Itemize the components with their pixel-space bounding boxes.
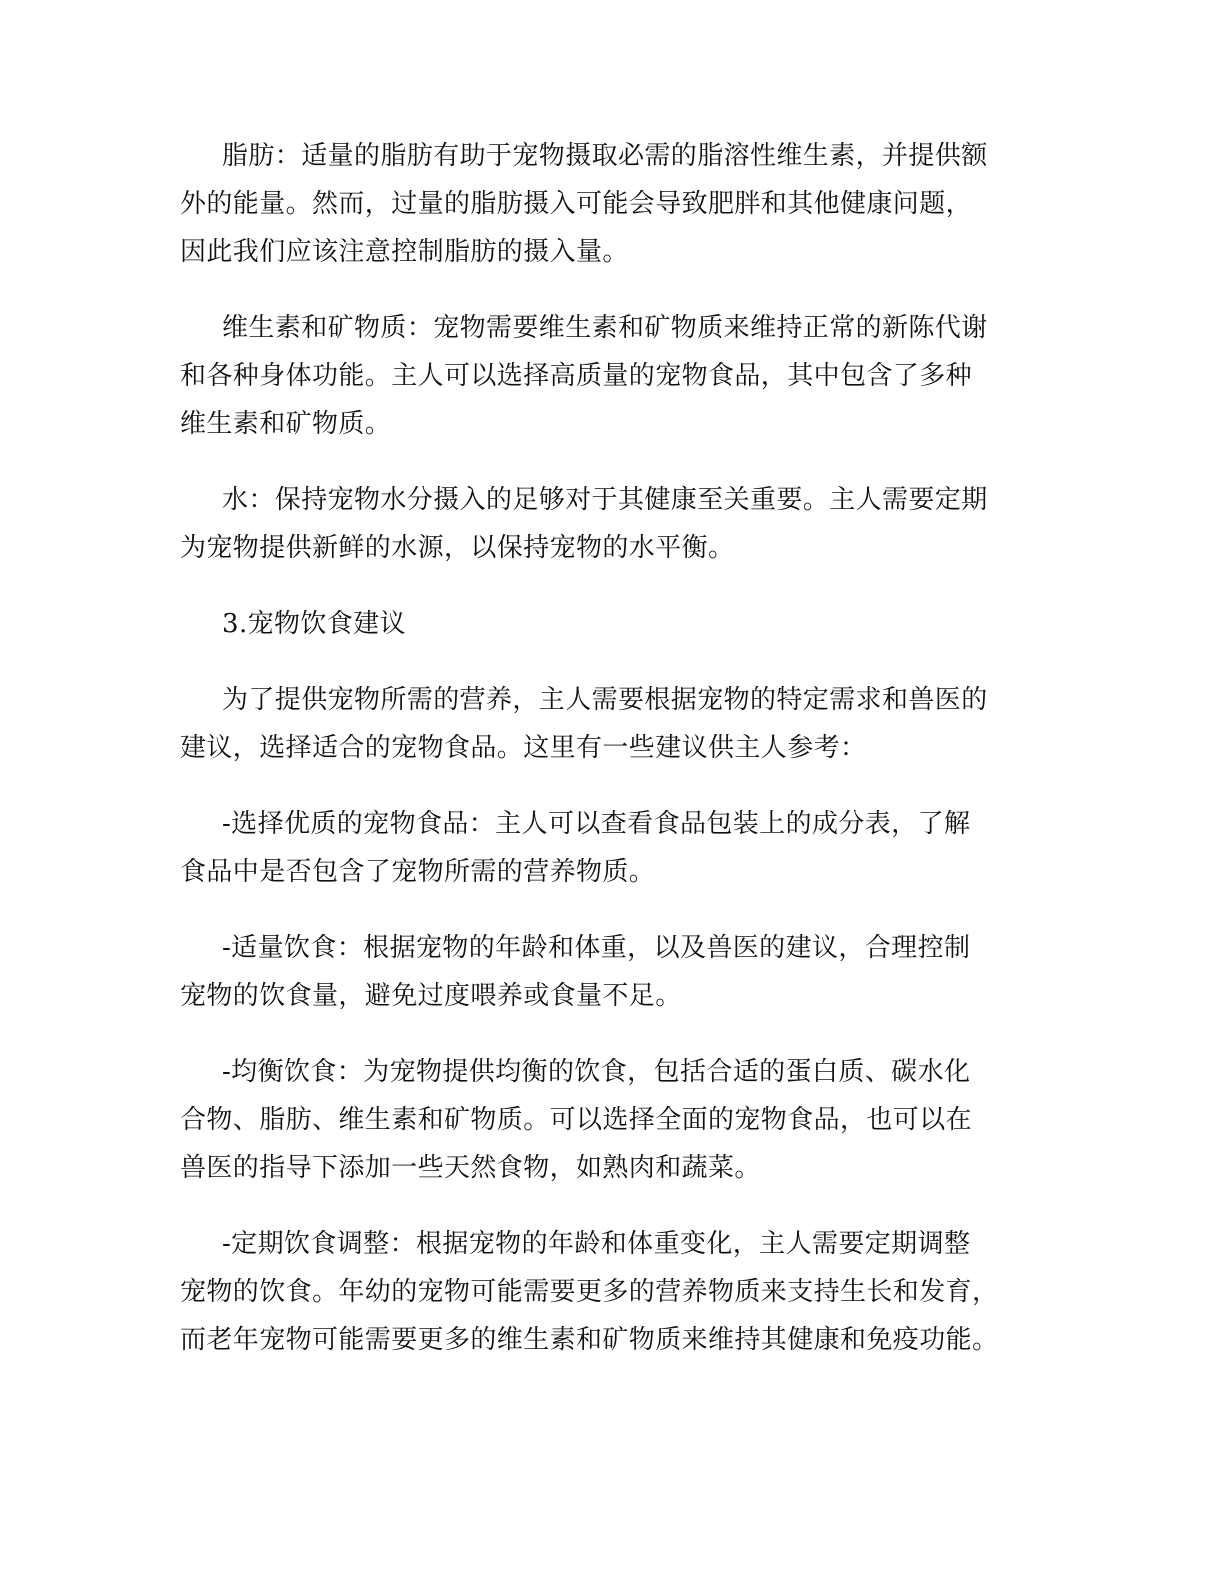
- section-heading: [180, 600, 1060, 648]
- section-heading-text: 3.宠物饮食建议: [222, 609, 407, 639]
- text-line: 外的能量。然而，过量的脂肪摄入可能会导致肥胖和其他健康问题，: [180, 189, 973, 219]
- text-line: 因此我们应该注意控制脂肪的摄入量。: [180, 237, 629, 267]
- text-line: 宠物的饮食。年幼的宠物可能需要更多的营养物质来支持生长和发育，: [180, 1277, 999, 1307]
- text-line: 兽医的指导下添加一些天然食物，如熟肉和蔬菜。: [180, 1153, 761, 1183]
- text-line: 脂肪：适量的脂肪有助于宠物摄取必需的脂溶性维生素，并提供额: [222, 141, 988, 171]
- text-line: -选择优质的宠物食品：主人可以查看食品包装上的成分表，了解: [222, 809, 971, 839]
- text-line: -定期饮食调整：根据宠物的年龄和体重变化，主人需要定期调整: [222, 1229, 971, 1259]
- paragraph-water: [180, 476, 1060, 572]
- document-body: [180, 132, 1060, 1392]
- list-item-moderate-diet: [180, 924, 1060, 1020]
- paragraph-diet-intro: [180, 676, 1060, 772]
- text-line: 合物、脂肪、维生素和矿物质。可以选择全面的宠物食品，也可以在: [180, 1105, 973, 1135]
- text-line: -均衡饮食：为宠物提供均衡的饮食，包括合适的蛋白质、碳水化: [222, 1057, 971, 1087]
- paragraph-fat: [180, 132, 1060, 276]
- text-line: 维生素和矿物质。: [180, 409, 392, 439]
- list-item-diet-adjustment: [180, 1220, 1060, 1364]
- text-line: 食品中是否包含了宠物所需的营养物质。: [180, 857, 656, 887]
- list-item-balanced-diet: [180, 1048, 1060, 1192]
- text-line: 维生素和矿物质：宠物需要维生素和矿物质来维持正常的新陈代谢: [222, 313, 988, 343]
- text-line: -适量饮食：根据宠物的年龄和体重，以及兽医的建议，合理控制: [222, 933, 971, 963]
- paragraph-vitamins-minerals: [180, 304, 1060, 448]
- text-line: 建议，选择适合的宠物食品。这里有一些建议供主人参考：: [180, 733, 867, 763]
- text-line: 和各种身体功能。主人可以选择高质量的宠物食品，其中包含了多种: [180, 361, 973, 391]
- text-line: 宠物的饮食量，避免过度喂养或食量不足。: [180, 981, 682, 1011]
- list-item-quality-food: [180, 800, 1060, 896]
- text-line: 而老年宠物可能需要更多的维生素和矿物质来维持其健康和免疫功能。: [180, 1325, 999, 1355]
- text-line: 为了提供宠物所需的营养，主人需要根据宠物的特定需求和兽医的: [222, 685, 988, 715]
- text-line: 为宠物提供新鲜的水源，以保持宠物的水平衡。: [180, 533, 735, 563]
- text-line: 水：保持宠物水分摄入的足够对于其健康至关重要。主人需要定期: [222, 485, 988, 515]
